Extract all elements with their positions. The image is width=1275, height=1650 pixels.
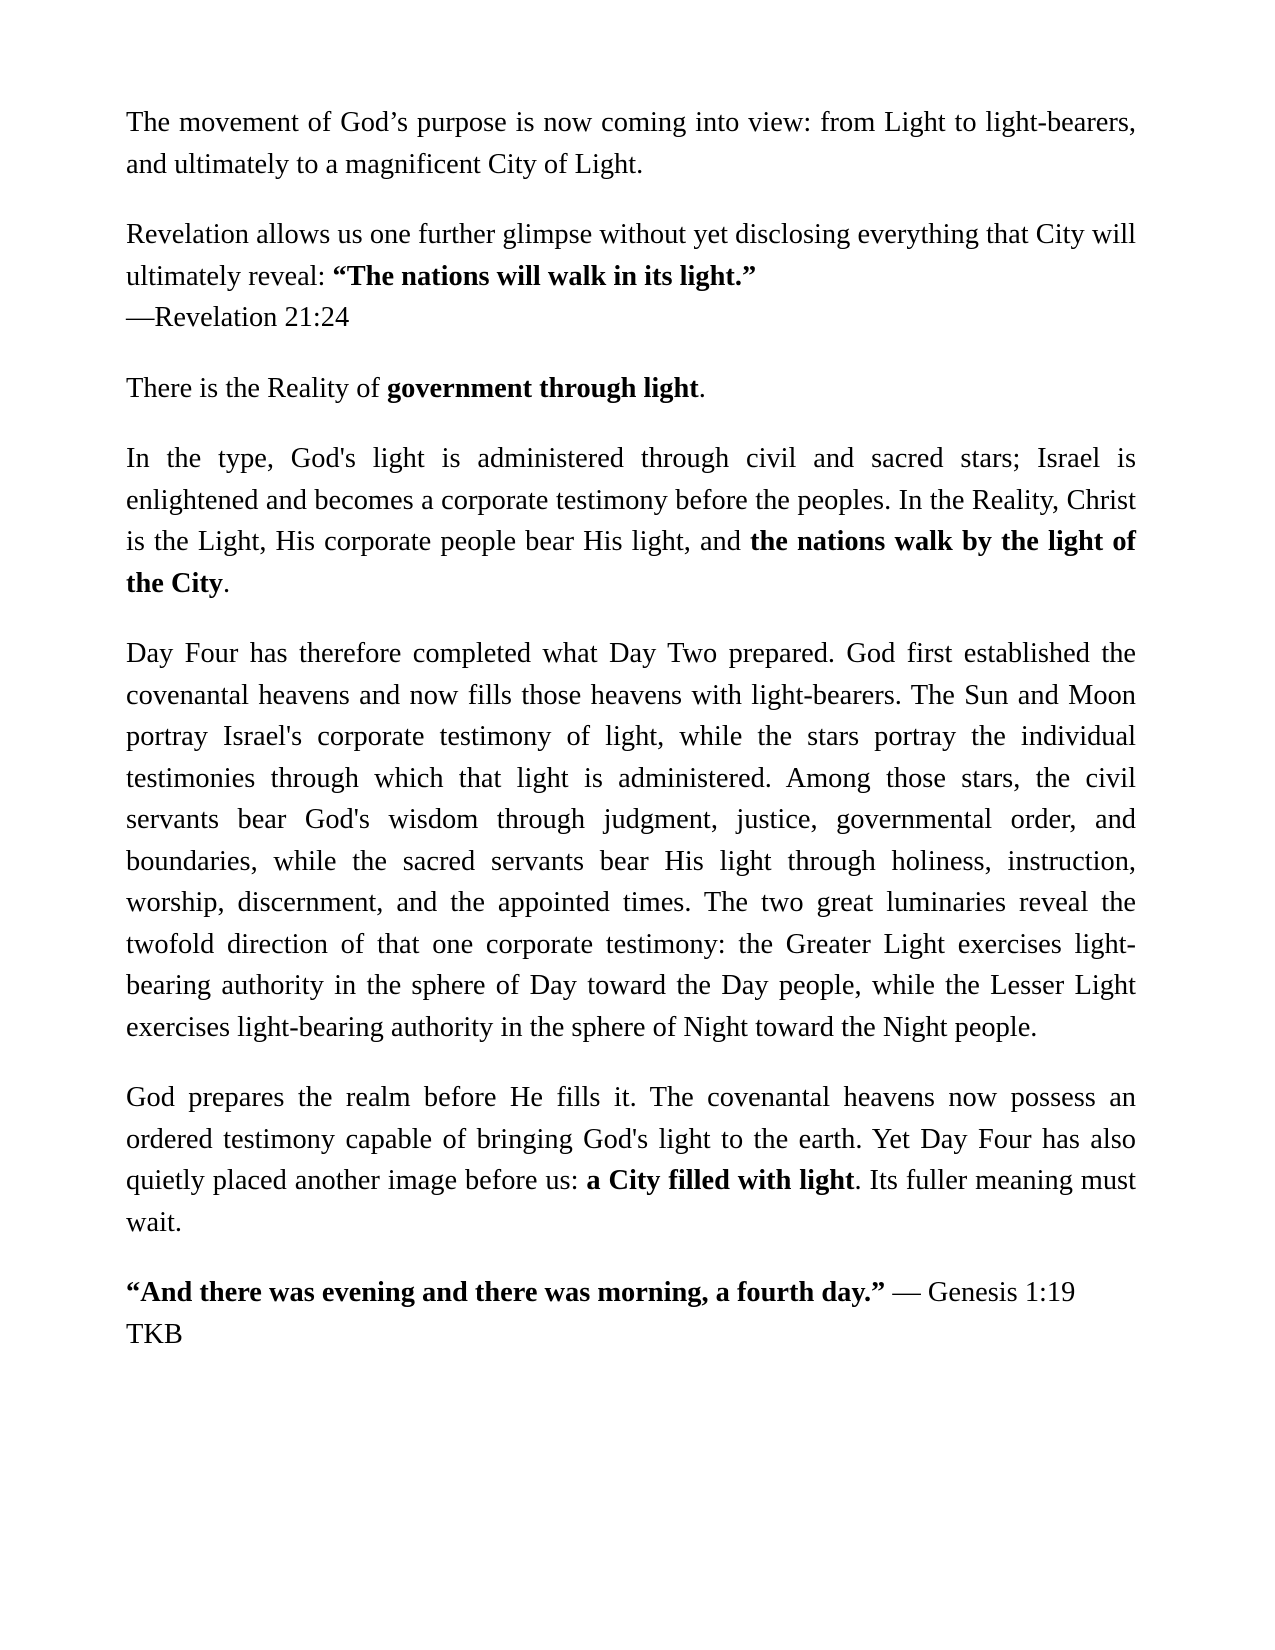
paragraph-closing-verse bbox=[126, 1272, 1136, 1355]
scripture-quote: “And there was evening and there was morning, a fourth day.” bbox=[126, 1277, 886, 1308]
emphasis-text: government through light bbox=[386, 372, 699, 404]
scripture-reference: —Revelation 21:24 bbox=[126, 302, 350, 333]
paragraph-text: . bbox=[222, 567, 231, 599]
paragraph-reality bbox=[126, 368, 1136, 410]
document-page bbox=[126, 102, 1136, 1384]
paragraph-day-four bbox=[126, 633, 1136, 1048]
paragraph-type bbox=[126, 438, 1136, 604]
paragraph-intro bbox=[126, 102, 1136, 185]
paragraph-text: Revelation allows us one further glimpse without yet disclosing everything that City will ultimately reveal: bbox=[126, 219, 1136, 292]
paragraph-text: Day Four has therefore completed what Day Two prepared. God first established the covenantal heavens and now fills those heavens with light-bearers. The Sun and Moon portray Israel's corporate testimony of light, while the stars portray the individual testimonies through which that light is administered. Among those stars, the civil servants bear God's wisdom through judgment, justice, governmental order, and boundaries, while the sacred servants bear His light through holiness, instruction, worship, discernment, and the appointed times. The two great luminaries reveal the twofold direction of that one corporate testimony: the Greater Light exercises light-bearing authority in the sphere of Day toward the Day people, while the Lesser Light exercises light-bearing authority in the sphere of Night toward the Night people. bbox=[126, 638, 1136, 1043]
paragraph-realm bbox=[126, 1077, 1136, 1243]
paragraph-text: The movement of God’s purpose is now coming into view: from Light to light-bearers, and ultimately to a magnificent City of Light. bbox=[126, 107, 1136, 180]
paragraph-text: . bbox=[698, 372, 706, 404]
paragraph-text: In the type, God's light is administered through civil and sacred stars; Israel is enlightened and becomes a corporate testimony before the peoples. In the Reality, Christ is the Light, His corporate people bear His light, and bbox=[126, 443, 1136, 557]
paragraph-text: God prepares the realm before He fills it. The covenantal heavens now possess an ordered testimony capable of bringing God's light to the earth. Yet Day Four has also quietly placed another image before us: bbox=[126, 1082, 1136, 1196]
paragraph-text: There is the Reality of bbox=[126, 372, 387, 404]
emphasis-text: a City filled with light bbox=[586, 1165, 855, 1196]
paragraph-revelation bbox=[126, 214, 1136, 339]
paragraph-text: . Its fuller meaning must wait. bbox=[126, 1165, 1136, 1238]
scripture-reference: — Genesis 1:19 TKB bbox=[126, 1277, 1076, 1350]
emphasis-text: the nations walk by the light of the City bbox=[126, 526, 1136, 599]
scripture-quote: “The nations will walk in its light.” bbox=[332, 260, 757, 292]
